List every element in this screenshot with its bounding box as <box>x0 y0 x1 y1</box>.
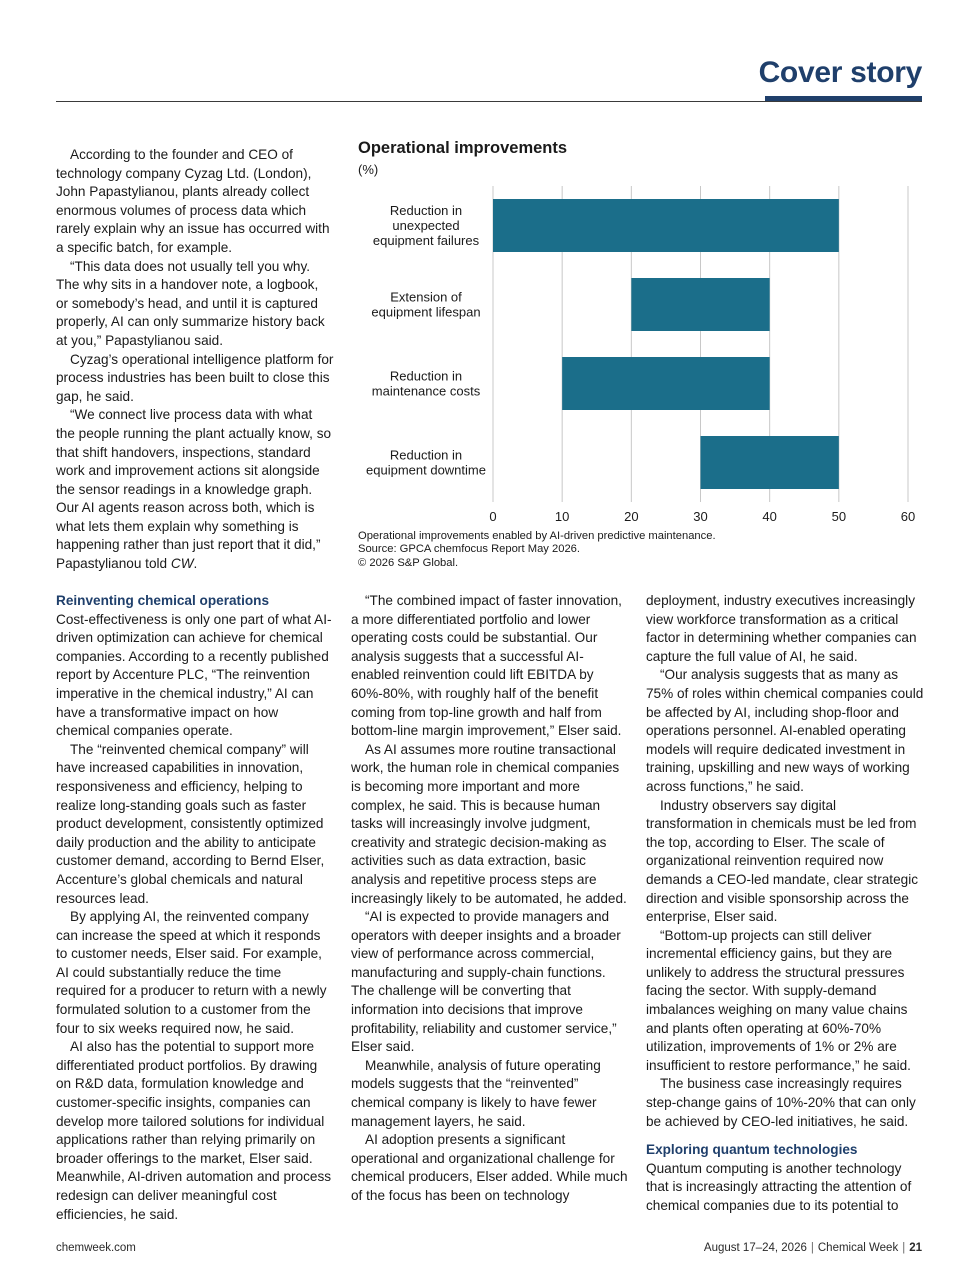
section-heading: Reinventing chemical operations <box>56 593 270 608</box>
page-number: 21 <box>909 1242 922 1254</box>
chart-bar <box>701 436 839 489</box>
paragraph: As AI assumes more routine transactional work, the human role in chemical companies is becoming more important and more complex, he said. This is because human tasks will increasingly involve judgment, creativity and strategic decision-making as activities such as data extraction, basic analysis and repetitive process steps are increasingly likely to be automated, he added. <box>351 741 627 906</box>
chart-bar <box>562 357 770 410</box>
paragraph: The “reinvented chemical company” will have increased capabilities in innovation, responsiveness and efficiency, helping to realize long-standing goals such as faster product development, consistently optimized daily production and the ability to anticipate customer demand, according to Bernd Elser, Accenture’s global chemicals and natural resources lead. <box>56 741 325 906</box>
footer-issue-info <box>704 1242 922 1254</box>
intro-paragraph: According to the founder and CEO of technology company Cyzag Ltd. (London), John Papastylianou, plants already collect enormous volumes of process data which rarely explain why an issue has occurred with a specific batch, for example. <box>56 147 330 255</box>
paragraph: Quantum computing is another technology that is increasingly attracting the attention of chemical companies due to its potential to <box>646 1160 912 1213</box>
operational-improvements-chart <box>356 186 922 528</box>
header-accent-bar <box>765 96 922 101</box>
footer-publication: Chemical Week <box>817 1242 899 1254</box>
chart-category-label: Reduction in unexpected equipment failures <box>372 202 480 249</box>
section-title: Cover story <box>758 56 922 89</box>
footer-separator: | <box>810 1242 814 1254</box>
paragraph: Industry observers say digital transformation in chemicals must be led from the top, according to Elser. The scale of organizational reinvention required now demands a CEO-led mandate, clear strategic direction and visible sponsorship across the enterprise, Elser said. <box>646 797 919 925</box>
header-rule <box>56 101 922 102</box>
chart-x-tick-label: 40 <box>762 509 777 524</box>
intro-paragraph-last <box>56 406 334 573</box>
paragraph: The business case increasingly requires step-change gains of 10%-20% that can only be achieved by CEO-led initiatives, he said. <box>646 1076 916 1129</box>
chart-title: Operational improvements <box>358 139 568 157</box>
chart-category-label: Extension of equipment lifespan <box>371 289 481 320</box>
paragraph: AI adoption presents a significant operational and organizational challenge for chemical producers, Elser added. While much of the focus has been on technology <box>351 1132 628 1203</box>
intro-end: . <box>193 556 198 572</box>
chart-bar <box>631 278 769 331</box>
chart-category-label: Reduction in equipment downtime <box>366 447 486 478</box>
chart-x-tick-label: 50 <box>831 509 847 524</box>
paragraph: deployment, industry executives increasingly view workforce transformation as a critical factor in determining whether companies can capture the full value of AI, he said. <box>646 593 917 664</box>
intro-paragraph: Cyzag’s operational intelligence platform for process industries has been built to close this gap, he said. <box>56 351 334 404</box>
paragraph: “Bottom-up projects can still deliver incremental efficiency gains, but they are unlikely to address the structural pressures facing the sector. With supply-demand imbalances weighing on many value chains and plants often operating at 60%-70% utilization, improvements of 1% or 2% are insufficient to restore performance,” he said. <box>646 927 911 1073</box>
paragraph: “The combined impact of faster innovation, a more differentiated portfolio and lower operating costs could be substantial. Our analysis suggests that a successful AI-enabled reinvention could lift EBITDA by 60%-80%, with roughly half of the benefit coming from top-line growth and half from bottom-line margin improvement,” Elser said. <box>351 593 622 739</box>
section-heading: Exploring quantum technologies <box>646 1142 858 1158</box>
chart-x-tick-label: 10 <box>554 509 570 524</box>
footer-date: August 17–24, 2026 <box>703 1242 807 1254</box>
chart-notes <box>358 530 716 570</box>
chart-note: Operational improvements enabled by AI-driven predictive maintenance. <box>358 530 716 542</box>
paragraph: “Our analysis suggests that as many as 75% of roles within chemical companies could be affected by AI, including shop-floor and operations personnel. AI-enabled operating models will require dedicated investment in training, upskilling and new ways of working across functions,” he said. <box>646 667 924 794</box>
paragraph: Meanwhile, analysis of future operating models suggests that the “reinvented” chemical company is likely to have fewer management layers, he said. <box>351 1057 601 1129</box>
chart-x-tick-label: 30 <box>693 509 708 524</box>
paragraph: AI also has the potential to support more differentiated product portfolios. By drawing on R&D data, formulation knowledge and customer-specific insights, companies can develop more tailored solutions for individual applications rather than relying primarily on broader offerings to the market, Elser said. Meanwhile, AI-driven automation and process redesign can deliver meaningful cost efficiencies, he said. <box>56 1039 332 1222</box>
chart-x-tick-label: 20 <box>624 509 639 524</box>
cw-abbrev: CW <box>170 556 194 572</box>
chart-x-tick-label: 0 <box>489 509 497 524</box>
chart-bar <box>493 199 839 252</box>
paragraph: Cost-effectiveness is only one part of what AI-driven optimization can achieve for chemical companies. According to a recently published report by Accenture PLC, “The reinvention imperative in the chemical industry,” AI can have a transformative impact on how chemical companies operate. <box>56 611 332 739</box>
intro-paragraph-text: “We connect live process data with what the people running the plant actually know, so that shift handovers, inspections, standard work and improvement actions sit alongside the sensor readings in a knowledge graph. Our AI agents reason across both, which is what lets them explain why something is happening rather than just report that it did,” Papastylianou told <box>56 407 332 572</box>
chart-x-tick-label: 60 <box>900 509 916 524</box>
footer-separator: | <box>902 1242 906 1254</box>
article-column-2 <box>351 592 629 1206</box>
article-column-3 <box>646 592 924 1216</box>
chart-source: Source: GPCA chemfocus Report May 2026. <box>358 543 580 556</box>
paragraph: By applying AI, the reinvented company can increase the speed at which it responds to customer needs, Elser said. For example, AI could substantially reduce the time required for a producer to return with a newly formulated solution to a customer from the four to six weeks required now, he said. <box>56 909 327 1036</box>
intro-column <box>56 146 334 574</box>
chart-unit: (%) <box>358 162 379 177</box>
chart-copyright: © 2026 S&P Global. <box>358 556 459 569</box>
paragraph: “AI is expected to provide managers and operators with deeper insights and a broader view of performance across commercial, manufacturing and supply-chain functions. The challenge will be converting that information into decisions that improve profitability, reliability and customer service,” Elser said. <box>351 909 621 1055</box>
chart-category-label: Reduction in maintenance costs <box>371 368 481 399</box>
article-column-1 <box>56 592 332 1224</box>
intro-paragraph: “This data does not usually tell you why. The why sits in a handover note, a logbook, or somebody’s head, and until it is captured properly, AI can only summarize history back at you,” Papastylianou said. <box>56 258 325 348</box>
footer-site-link[interactable]: chemweek.com <box>56 1242 136 1254</box>
